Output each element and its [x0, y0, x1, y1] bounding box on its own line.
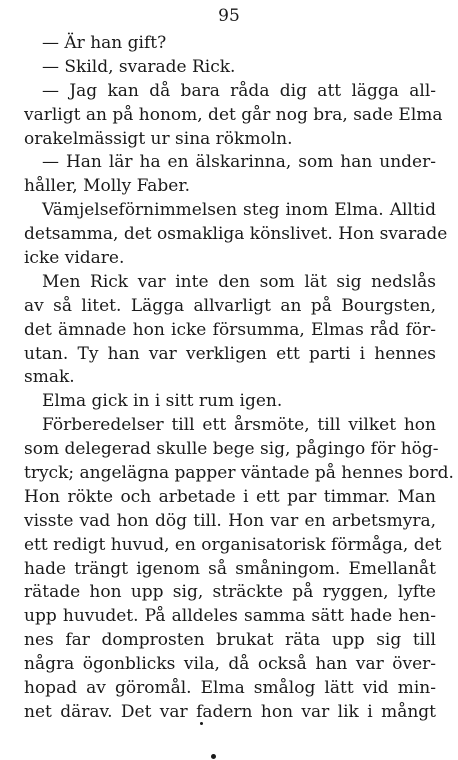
- text-line: — Skild, svarade Rick.: [42, 56, 236, 77]
- text-line: upp huvudet. På alldeles samma sätt hade hen-: [24, 606, 436, 627]
- text-line: tryck; angelägna papper väntade på hennes bord.: [24, 463, 454, 484]
- page-number: 95: [218, 6, 240, 26]
- text-line: utan. Ty han var verkligen ett parti i hennes: [24, 343, 436, 364]
- text-line: Förberedelser till ett årsmöte, till vilket hon: [42, 415, 436, 436]
- text-line: hade trängt igenom så småningom. Emellanåt: [24, 558, 436, 579]
- text-line: ett redigt huvud, en organisatorisk förmåga, det: [24, 534, 442, 555]
- text-line: av så litet. Lägga allvarligt an på Bourgsten,: [24, 295, 436, 316]
- text-line: orakelmässigt ur sina rökmoln.: [24, 128, 293, 149]
- text-line: icke vidare.: [24, 248, 125, 269]
- text-line: Elma gick in i sitt rum igen.: [42, 391, 283, 412]
- text-line: som delegerad skulle bege sig, pågingo för hög-: [24, 439, 439, 460]
- text-line: det ämnade hon icke försumma, Elmas råd för-: [24, 319, 436, 340]
- text-line: hopad av göromål. Elma smålog lätt vid min-: [24, 678, 436, 699]
- text-line: Men Rick var inte den som lät sig nedslås: [42, 271, 436, 292]
- text-line: nes far domprosten brukat räta upp sig till: [24, 630, 436, 651]
- body-text: [24, 32, 454, 725]
- text-line: några ögonblicks vila, då också han var över-: [24, 654, 436, 675]
- text-line: rätade hon upp sig, sträckte på ryggen, lyfte: [24, 582, 436, 603]
- text-line: Hon rökte och arbetade i ett par timmar. Man: [24, 486, 436, 507]
- text-line: Vämjelseförnimmelsen steg inom Elma. Alltid: [42, 200, 436, 221]
- print-speck: [211, 754, 216, 759]
- text-line: varligt an på honom, det går nog bra, sade Elma: [24, 104, 443, 125]
- text-line: detsamma, det osmakliga könslivet. Hon svarade: [24, 224, 448, 245]
- text-line: smak.: [24, 367, 75, 388]
- text-line: visste vad hon dög till. Hon var en arbetsmyra,: [24, 510, 436, 531]
- text-line: — Han lär ha en älskarinna, som han under-: [42, 152, 436, 173]
- text-line: — Jag kan då bara råda dig att lägga all-: [42, 80, 436, 101]
- text-line: net därav. Det var fadern hon var lik i mångt: [24, 701, 436, 722]
- text-line: håller, Molly Faber.: [24, 176, 190, 197]
- text-line: — Är han gift?: [42, 33, 167, 53]
- print-speck: [200, 722, 203, 725]
